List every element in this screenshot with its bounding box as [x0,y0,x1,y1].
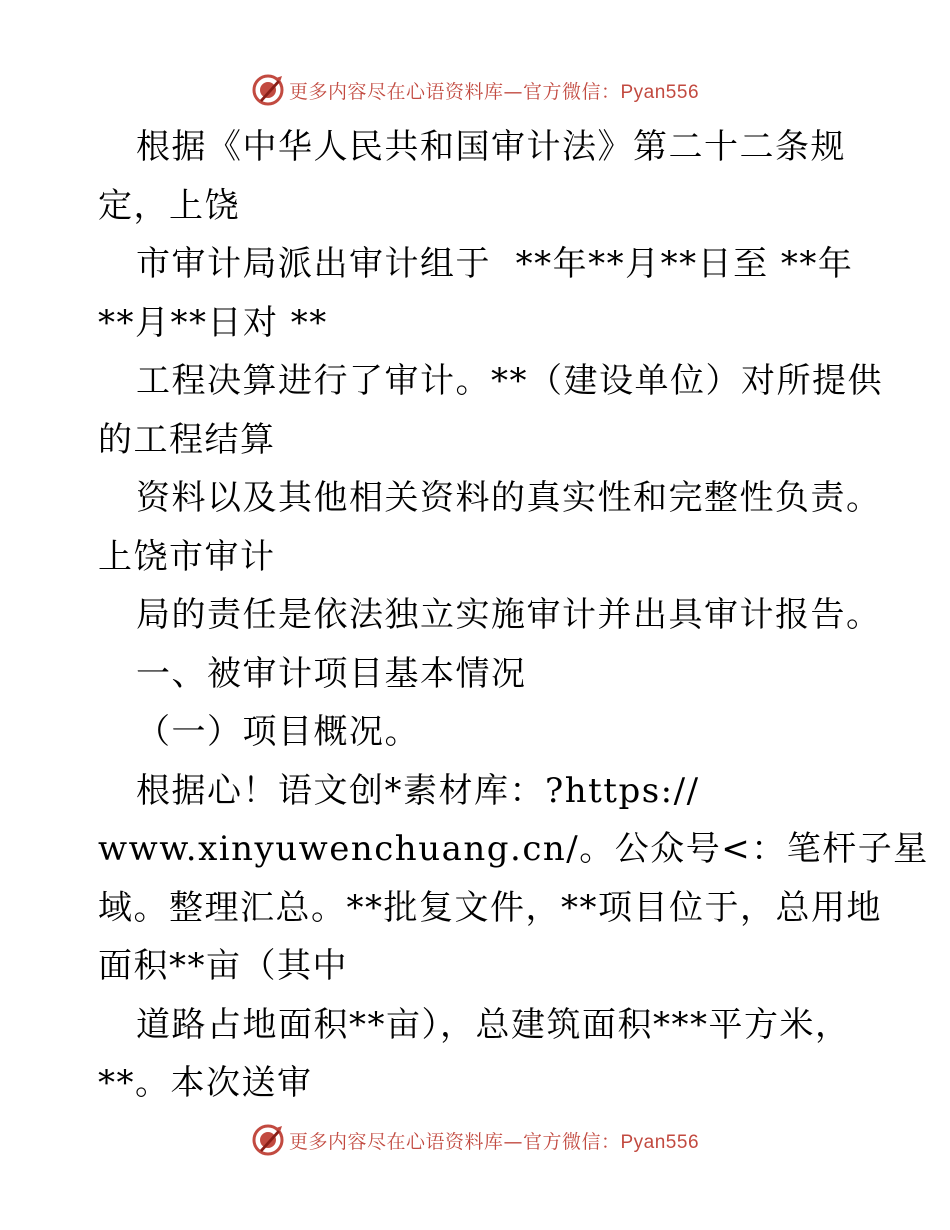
pen-logo-icon [251,1123,285,1157]
paragraph-line: 面积**亩（其中 [98,946,348,986]
paragraph-line: www.xinyuwenchuang.cn/。公众号<：笔杆子星 [98,829,929,869]
document-body [98,118,929,1113]
banner-text: 更多内容尽在心语资料库—官方微信：Pyan556 [288,1130,700,1153]
paragraph-line: 根据心！语文创*素材库：?https:// [136,770,700,811]
subsection-heading: （一）项目概况。 [136,712,420,752]
header-banner [0,70,950,110]
paragraph-line: 道路占地面积**亩），总建筑面积***平方米， [136,1004,851,1045]
paragraph-line: 根据《中华人民共和国审计法》第二十二条规 [136,127,846,167]
footer-banner [0,1120,950,1160]
banner-text: 更多内容尽在心语资料库—官方微信：Pyan556 [288,80,700,103]
paragraph-line: 工程决算进行了审计。**（建设单位）对所提供 [136,361,883,401]
paragraph-line: 局的责任是依法独立实施审计并出具审计报告。 [136,595,882,635]
paragraph-line: 上饶市审计 [98,536,276,577]
paragraph-line: 市审计局派出审计组于 **年**月**日至 **年 [136,244,854,284]
paragraph-line: 资料以及其他相关资料的真实性和完整性负责。 [136,478,882,518]
paragraph-line: 域。整理汇总。**批复文件，**项目位于，总用地 [98,887,882,928]
paragraph-line: **月**日对 ** [98,302,328,343]
paragraph-line: 的工程结算 [98,419,276,460]
paragraph-line: 定，上饶 [98,185,240,226]
paragraph-line: **。本次送审 [98,1063,313,1103]
section-heading: 一、被审计项目基本情况 [136,653,527,694]
pen-logo-icon [251,73,285,107]
